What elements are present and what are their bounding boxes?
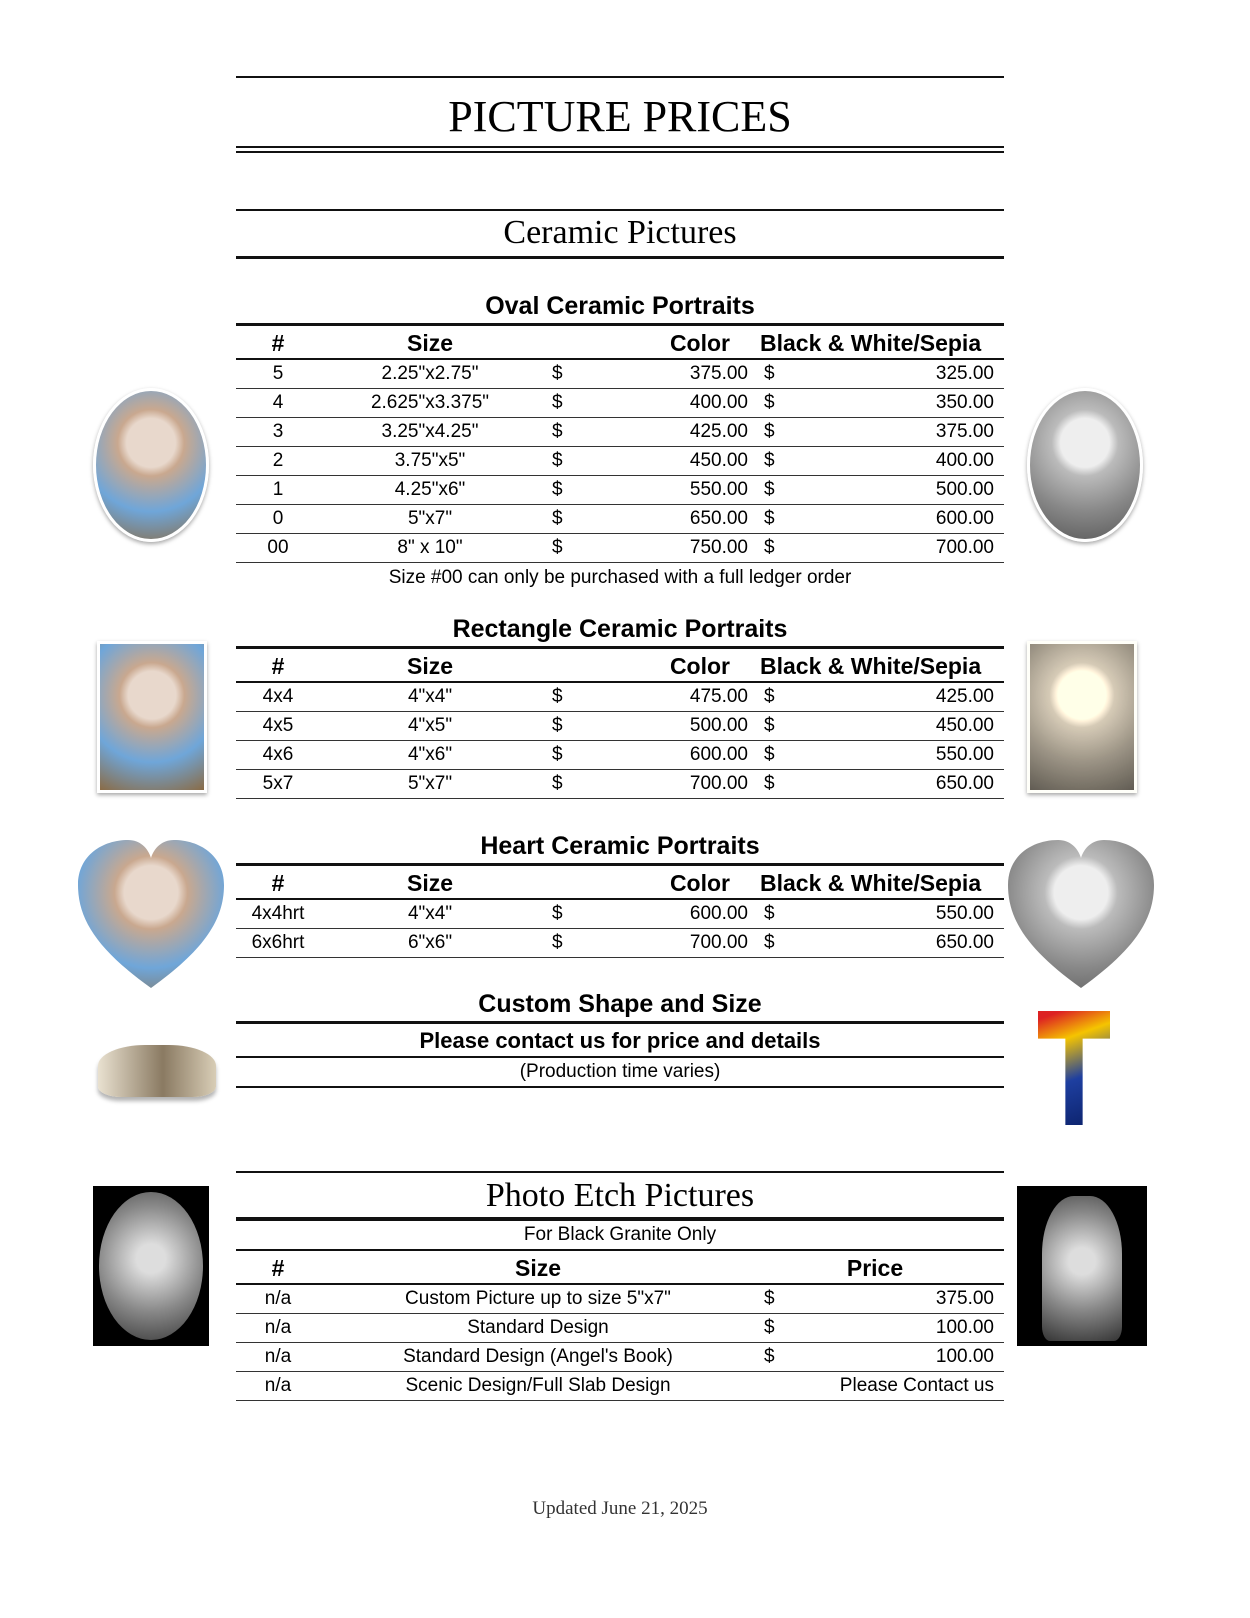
table-row xyxy=(236,900,1004,929)
divider xyxy=(236,76,1004,78)
currency-symbol: $ xyxy=(764,1317,775,1338)
row-size: 4"x4" xyxy=(407,903,453,924)
currency-symbol: $ xyxy=(764,421,775,442)
bw-price: 600.00 xyxy=(935,508,994,529)
etch-madonna-image xyxy=(1017,1186,1147,1346)
currency-symbol: $ xyxy=(764,715,775,736)
rectangle-color-portrait-image xyxy=(97,641,207,793)
bw-price: 375.00 xyxy=(935,421,994,442)
oval-price-table xyxy=(236,326,1004,563)
color-price: 475.00 xyxy=(689,686,748,707)
currency-symbol: $ xyxy=(764,450,775,471)
row-size: 3.75"x5" xyxy=(394,450,466,471)
header-size: Size xyxy=(406,330,454,356)
table-row xyxy=(236,1314,1004,1343)
etch-subtitle: For Black Granite Only xyxy=(236,1221,1004,1251)
header-size: Size xyxy=(406,870,454,896)
row-size: 5"x7" xyxy=(407,773,453,794)
row-num: 4x5 xyxy=(262,715,294,736)
row-num: 5x7 xyxy=(262,773,294,794)
bw-price: 650.00 xyxy=(935,932,994,953)
table-row xyxy=(236,683,1004,712)
row-num: 3 xyxy=(272,421,284,442)
custom-title: Custom Shape and Size xyxy=(236,988,1004,1024)
table-row xyxy=(236,1343,1004,1372)
currency-symbol: $ xyxy=(764,363,775,384)
row-size: 4"x4" xyxy=(407,686,453,707)
currency-symbol: $ xyxy=(552,903,563,924)
currency-symbol: $ xyxy=(764,537,775,558)
bw-price: 425.00 xyxy=(935,686,994,707)
currency-symbol: $ xyxy=(552,450,563,471)
currency-symbol: $ xyxy=(764,479,775,500)
row-price: 100.00 xyxy=(935,1317,994,1338)
heart-price-table xyxy=(236,866,1004,958)
oval-color-portrait-image xyxy=(93,388,209,542)
custom-section xyxy=(236,988,1004,1088)
table-header xyxy=(236,649,1004,683)
oval-bw-portrait-image xyxy=(1027,388,1143,542)
currency-symbol: $ xyxy=(552,773,563,794)
row-size: 4"x6" xyxy=(407,744,453,765)
currency-symbol: $ xyxy=(552,744,563,765)
table-header xyxy=(236,1251,1004,1285)
table-row xyxy=(236,418,1004,447)
currency-symbol: $ xyxy=(552,479,563,500)
row-num: 00 xyxy=(267,537,289,558)
bw-price: 450.00 xyxy=(935,715,994,736)
color-price: 600.00 xyxy=(689,903,748,924)
currency-symbol: $ xyxy=(764,773,775,794)
row-size: 4"x5" xyxy=(407,715,453,736)
bw-price: 400.00 xyxy=(935,450,994,471)
header-bw: Black & White/Sepia xyxy=(760,330,982,356)
currency-symbol: $ xyxy=(552,715,563,736)
currency-symbol: $ xyxy=(764,744,775,765)
row-num: n/a xyxy=(264,1317,292,1338)
currency-symbol: $ xyxy=(552,421,563,442)
table-row xyxy=(236,447,1004,476)
bw-price: 500.00 xyxy=(935,479,994,500)
header-price: Price xyxy=(846,1255,904,1281)
etch-heading: Photo Etch Pictures xyxy=(236,1175,1004,1221)
table-row xyxy=(236,770,1004,799)
bw-price: 550.00 xyxy=(935,744,994,765)
custom-car-shape-image xyxy=(98,1045,216,1097)
oval-title: Oval Ceramic Portraits xyxy=(236,290,1004,326)
rectangle-section xyxy=(236,613,1004,799)
row-price: 375.00 xyxy=(935,1288,994,1309)
row-num: 4x6 xyxy=(262,744,294,765)
bw-price: 550.00 xyxy=(935,903,994,924)
etch-price-table xyxy=(236,1251,1004,1401)
custom-cross-shape-image xyxy=(1038,1005,1110,1125)
row-num: 1 xyxy=(272,479,284,500)
header-num: # xyxy=(271,330,285,356)
updated-date: Updated June 21, 2025 xyxy=(532,1498,708,1519)
row-num: 0 xyxy=(272,508,284,529)
oval-section xyxy=(236,290,1004,593)
row-price: Please Contact us xyxy=(839,1375,994,1396)
rectangle-price-table xyxy=(236,649,1004,799)
header-size: Size xyxy=(406,653,454,679)
table-row xyxy=(236,712,1004,741)
row-num: n/a xyxy=(264,1288,292,1309)
row-size: Standard Design xyxy=(467,1317,609,1338)
table-row xyxy=(236,360,1004,389)
row-size: 2.625"x3.375" xyxy=(370,392,490,413)
table-row xyxy=(236,389,1004,418)
color-price: 500.00 xyxy=(689,715,748,736)
header-color: Color xyxy=(669,653,730,679)
header-bw: Black & White/Sepia xyxy=(760,653,982,679)
oval-note: Size #00 can only be purchased with a full ledger order xyxy=(388,567,852,588)
row-num: 4 xyxy=(272,392,284,413)
etch-angel-image xyxy=(93,1186,209,1346)
divider xyxy=(236,1171,1004,1173)
currency-symbol: $ xyxy=(764,508,775,529)
table-row xyxy=(236,741,1004,770)
currency-symbol: $ xyxy=(764,392,775,413)
color-price: 375.00 xyxy=(689,363,748,384)
heart-color-portrait-image xyxy=(78,840,224,990)
currency-symbol: $ xyxy=(552,686,563,707)
color-price: 700.00 xyxy=(689,932,748,953)
heart-section xyxy=(236,830,1004,958)
currency-symbol: $ xyxy=(552,363,563,384)
row-num: 4x4 xyxy=(262,686,294,707)
color-price: 550.00 xyxy=(689,479,748,500)
row-num: 6x6hrt xyxy=(251,932,305,953)
row-size: 3.25"x4.25" xyxy=(381,421,479,442)
custom-contact: Please contact us for price and details xyxy=(236,1024,1004,1058)
header-color: Color xyxy=(669,870,730,896)
color-price: 650.00 xyxy=(689,508,748,529)
divider xyxy=(236,146,1004,148)
header-size: Size xyxy=(514,1255,562,1281)
color-price: 450.00 xyxy=(689,450,748,471)
row-size: 8" x 10" xyxy=(397,537,463,558)
currency-symbol: $ xyxy=(552,932,563,953)
color-price: 600.00 xyxy=(689,744,748,765)
bw-price: 350.00 xyxy=(935,392,994,413)
row-size: 2.25"x2.75" xyxy=(381,363,479,384)
currency-symbol: $ xyxy=(764,1346,775,1367)
rectangle-sepia-portrait-image xyxy=(1027,641,1137,793)
table-row xyxy=(236,505,1004,534)
divider xyxy=(236,151,1004,153)
currency-symbol: $ xyxy=(764,932,775,953)
header-num: # xyxy=(271,653,285,679)
currency-symbol: $ xyxy=(764,686,775,707)
currency-symbol: $ xyxy=(764,903,775,924)
row-size: Scenic Design/Full Slab Design xyxy=(405,1375,671,1396)
rectangle-title: Rectangle Ceramic Portraits xyxy=(236,613,1004,649)
currency-symbol xyxy=(756,1372,790,1400)
etch-section xyxy=(236,1221,1004,1401)
color-price: 750.00 xyxy=(689,537,748,558)
row-size: 6"x6" xyxy=(407,932,453,953)
row-num: n/a xyxy=(264,1346,292,1367)
row-num: 4x4hrt xyxy=(251,903,305,924)
header-num: # xyxy=(271,1255,285,1281)
heart-bw-portrait-image xyxy=(1008,840,1154,990)
row-size: Custom Picture up to size 5"x7" xyxy=(405,1288,671,1309)
row-size: 4.25"x6" xyxy=(394,479,466,500)
row-size: Standard Design (Angel's Book) xyxy=(403,1346,673,1367)
custom-note: (Production time varies) xyxy=(236,1058,1004,1088)
row-price: 100.00 xyxy=(935,1346,994,1367)
table-row xyxy=(236,1372,1004,1401)
currency-symbol: $ xyxy=(552,508,563,529)
table-row xyxy=(236,534,1004,563)
color-price: 400.00 xyxy=(689,392,748,413)
table-row xyxy=(236,929,1004,958)
divider xyxy=(236,256,1004,259)
divider xyxy=(236,209,1004,211)
header-bw: Black & White/Sepia xyxy=(760,870,982,896)
row-size: 5"x7" xyxy=(407,508,453,529)
header-color: Color xyxy=(669,330,730,356)
currency-symbol: $ xyxy=(552,537,563,558)
currency-symbol: $ xyxy=(552,392,563,413)
table-header xyxy=(236,326,1004,360)
color-price: 700.00 xyxy=(689,773,748,794)
table-header xyxy=(236,866,1004,900)
row-num: n/a xyxy=(264,1375,292,1396)
row-num: 5 xyxy=(272,363,284,384)
currency-symbol: $ xyxy=(764,1288,775,1309)
header-num: # xyxy=(271,870,285,896)
bw-price: 700.00 xyxy=(935,537,994,558)
bw-price: 325.00 xyxy=(935,363,994,384)
ceramic-heading: Ceramic Pictures xyxy=(503,214,737,251)
table-row xyxy=(236,1285,1004,1314)
page-title: PICTURE PRICES xyxy=(448,92,792,141)
bw-price: 650.00 xyxy=(935,773,994,794)
row-num: 2 xyxy=(272,450,284,471)
color-price: 425.00 xyxy=(689,421,748,442)
table-row xyxy=(236,476,1004,505)
heart-title: Heart Ceramic Portraits xyxy=(236,830,1004,866)
